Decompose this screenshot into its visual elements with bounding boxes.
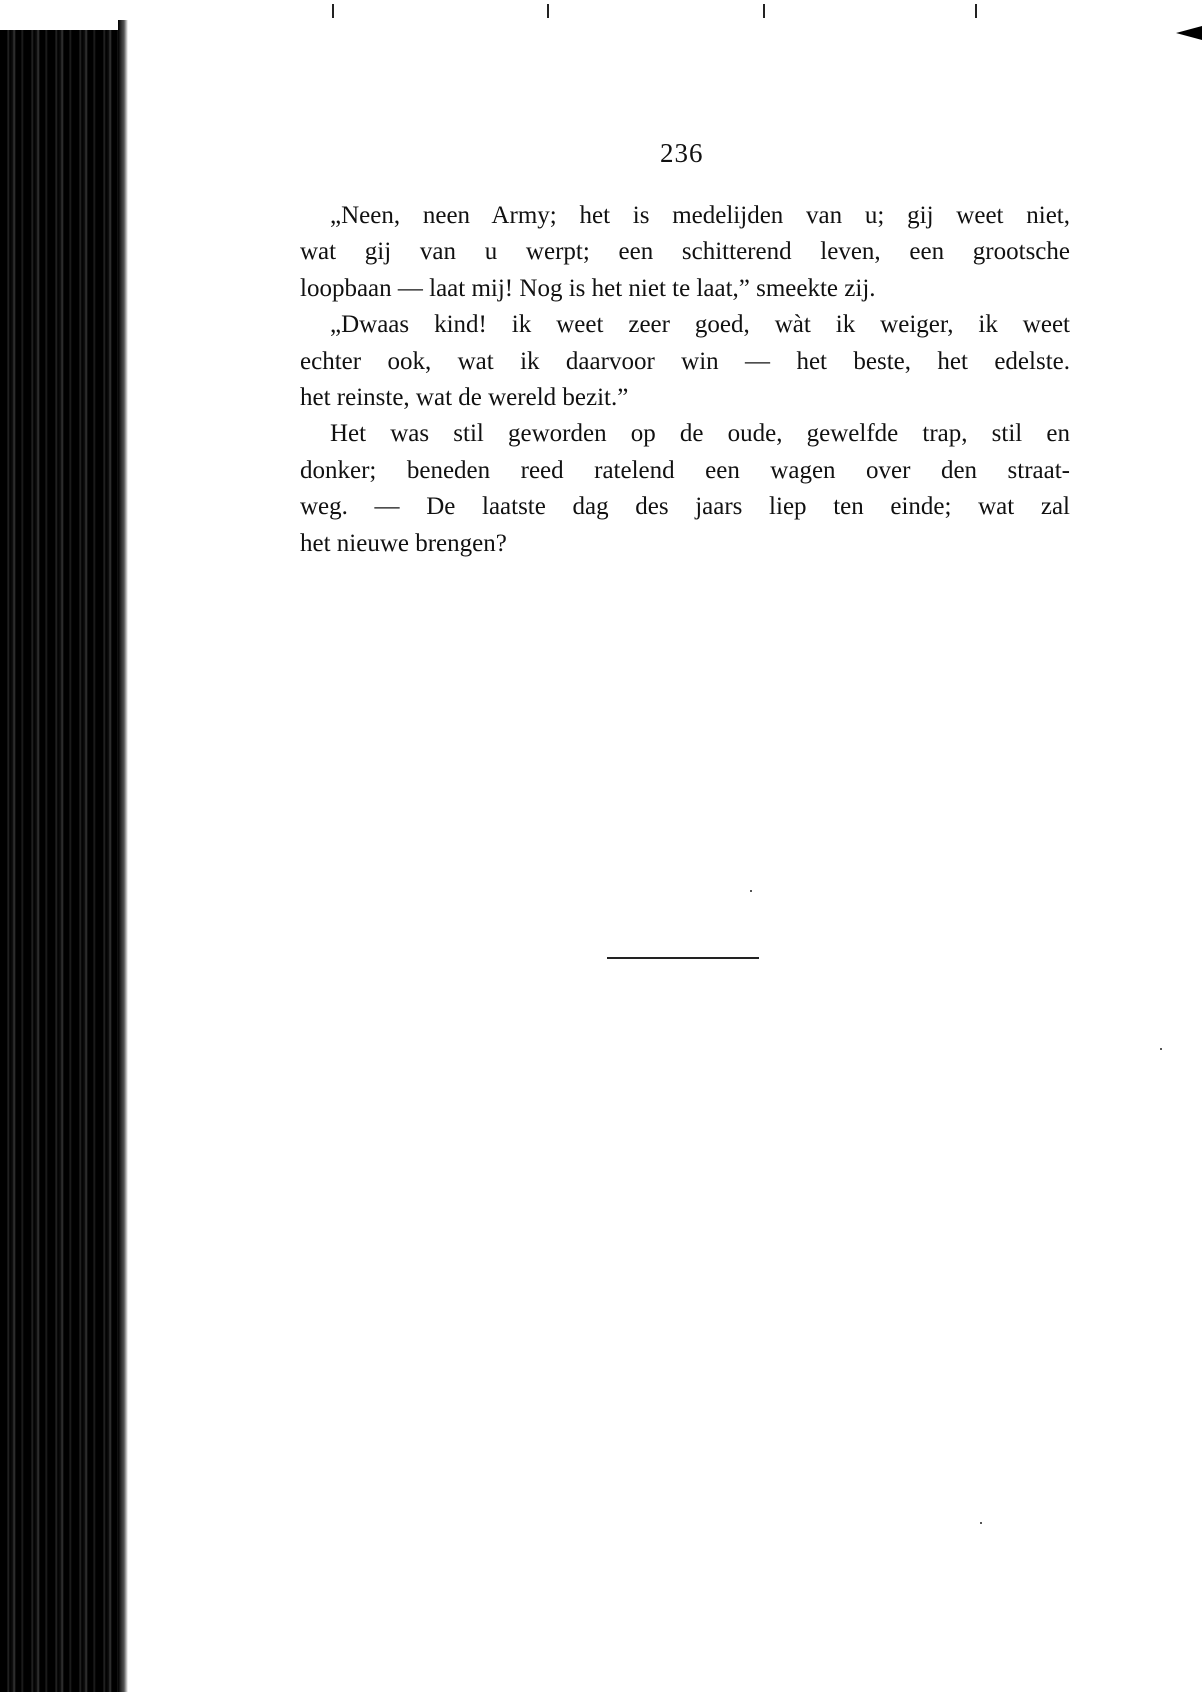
book-spine-edge bbox=[118, 20, 128, 1692]
text-line: Het was stil geworden op de oude, gewelfde trap, stil en bbox=[330, 420, 1070, 448]
text-line: „Neen, neen Army; het is medelijden van u; gij weet niet, bbox=[330, 202, 1070, 229]
paper-speck bbox=[1160, 1048, 1162, 1050]
margin-tick bbox=[547, 4, 549, 18]
corner-arrow-mark bbox=[1176, 26, 1202, 40]
text-line: „Dwaas kind! ik weet zeer goed, wàt ik weiger, ik weet bbox=[330, 311, 1070, 339]
text-line: het reinste, wat de wereld bezit.” bbox=[300, 383, 629, 411]
margin-tick bbox=[332, 4, 334, 18]
margin-tick bbox=[763, 4, 765, 18]
text-line: wat gij van u werpt; een schitterend leven, een grootsche bbox=[300, 238, 1070, 266]
text-line: donker; beneden reed ratelend een wagen over den straat- bbox=[300, 456, 1070, 484]
book-spine-shadow bbox=[0, 30, 128, 1692]
top-margin-marks bbox=[0, 0, 1202, 26]
text-line: echter ook, wat ik daarvoor win — het beste, het edelste. bbox=[300, 347, 1070, 375]
paper-speck bbox=[750, 890, 752, 892]
paper-speck bbox=[980, 1522, 982, 1524]
margin-tick bbox=[975, 4, 977, 18]
page-number: 236 bbox=[660, 138, 704, 168]
text-line: loopbaan — laat mij! Nog is het niet te laat,” smeekte zij. bbox=[300, 274, 876, 302]
body-text bbox=[300, 198, 1070, 562]
text-line: het nieuwe brengen? bbox=[300, 529, 507, 557]
chapter-end-rule bbox=[607, 957, 759, 959]
text-line: weg. — De laatste dag des jaars liep ten einde; wat zal bbox=[300, 493, 1070, 521]
